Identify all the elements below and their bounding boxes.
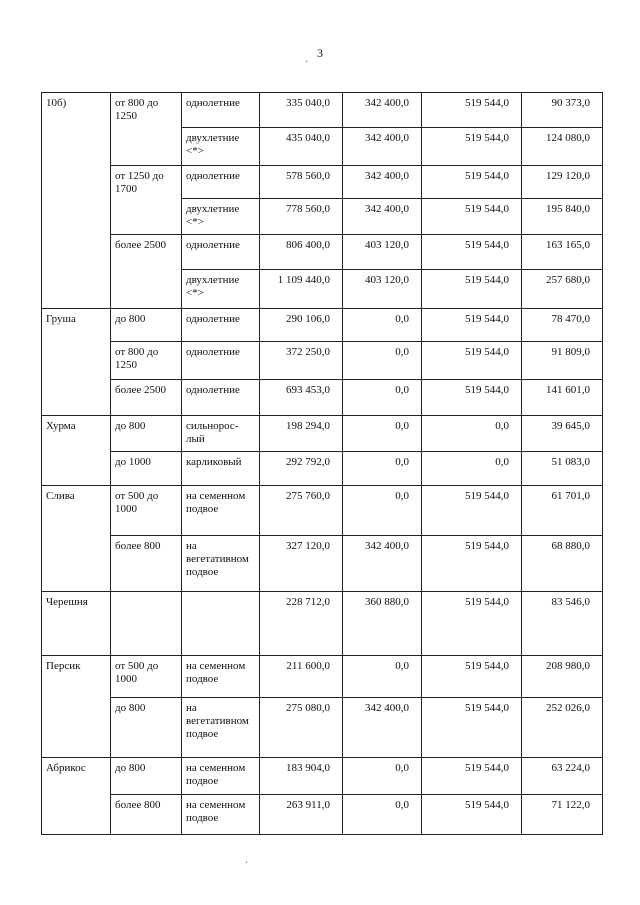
- table-row: [42, 486, 603, 536]
- value-cell: 519 544,0: [422, 128, 522, 166]
- value-cell: 806 400,0: [260, 235, 343, 270]
- value-cell: 0,0: [343, 416, 422, 452]
- label-cell: [111, 592, 182, 656]
- table-row: [42, 795, 603, 835]
- value-cell: 208 980,0: [522, 656, 603, 698]
- value-cell: 51 083,0: [522, 452, 603, 486]
- label-cell: однолетние: [182, 166, 260, 199]
- value-cell: 342 400,0: [343, 93, 422, 128]
- value-cell: 0,0: [343, 452, 422, 486]
- value-cell: 83 546,0: [522, 592, 603, 656]
- value-cell: 342 400,0: [343, 536, 422, 592]
- label-cell: до 800: [111, 309, 182, 342]
- label-cell: Черешня: [42, 592, 111, 656]
- label-cell: однолетние: [182, 93, 260, 128]
- value-cell: 0,0: [422, 416, 522, 452]
- page-number: 3: [317, 46, 323, 60]
- label-cell: на семенном подвое: [182, 656, 260, 698]
- value-cell: 91 809,0: [522, 342, 603, 380]
- value-cell: 519 544,0: [422, 166, 522, 199]
- value-cell: 778 560,0: [260, 199, 343, 235]
- label-cell: более 800: [111, 795, 182, 835]
- value-cell: 327 120,0: [260, 536, 343, 592]
- value-cell: 129 120,0: [522, 166, 603, 199]
- value-cell: 252 026,0: [522, 698, 603, 758]
- table-body: [42, 93, 603, 835]
- value-cell: 195 840,0: [522, 199, 603, 235]
- value-cell: 693 453,0: [260, 380, 343, 416]
- table-row: [42, 342, 603, 380]
- value-cell: 519 544,0: [422, 342, 522, 380]
- table-row: [42, 309, 603, 342]
- label-cell: однолетние: [182, 235, 260, 270]
- label-cell: от 1250 до 1700: [111, 166, 182, 235]
- value-cell: 257 680,0: [522, 270, 603, 309]
- value-cell: 90 373,0: [522, 93, 603, 128]
- label-cell: на семенном подвое: [182, 758, 260, 795]
- label-cell: двухлетние <*>: [182, 270, 260, 309]
- value-cell: 0,0: [343, 795, 422, 835]
- label-cell: двухлетние <*>: [182, 199, 260, 235]
- label-cell: от 800 до 1250: [111, 342, 182, 380]
- label-cell: на вегетативном подвое: [182, 698, 260, 758]
- label-cell: карликовый: [182, 452, 260, 486]
- label-cell: однолетние: [182, 342, 260, 380]
- value-cell: 141 601,0: [522, 380, 603, 416]
- table-row: [42, 452, 603, 486]
- value-cell: 342 400,0: [343, 199, 422, 235]
- value-cell: 519 544,0: [422, 592, 522, 656]
- label-cell: на семенном подвое: [182, 795, 260, 835]
- scan-speck: ·: [245, 858, 249, 869]
- value-cell: 61 701,0: [522, 486, 603, 536]
- value-cell: 519 544,0: [422, 93, 522, 128]
- label-cell: до 1000: [111, 452, 182, 486]
- value-cell: 198 294,0: [260, 416, 343, 452]
- value-cell: 183 904,0: [260, 758, 343, 795]
- label-cell: до 800: [111, 758, 182, 795]
- label-cell: двухлетние <*>: [182, 128, 260, 166]
- value-cell: 78 470,0: [522, 309, 603, 342]
- value-cell: 228 712,0: [260, 592, 343, 656]
- label-cell: Хурма: [42, 416, 111, 486]
- label-cell: более 800: [111, 536, 182, 592]
- value-cell: 263 911,0: [260, 795, 343, 835]
- label-cell: [182, 592, 260, 656]
- subsidy-rates-table: [41, 92, 603, 835]
- label-cell: сильнорос-лый: [182, 416, 260, 452]
- value-cell: 342 400,0: [343, 698, 422, 758]
- table-row: [42, 416, 603, 452]
- table-row: [42, 93, 603, 128]
- value-cell: 0,0: [343, 309, 422, 342]
- label-cell: до 800: [111, 416, 182, 452]
- value-cell: 342 400,0: [343, 166, 422, 199]
- value-cell: 0,0: [422, 452, 522, 486]
- value-cell: 290 106,0: [260, 309, 343, 342]
- value-cell: 39 645,0: [522, 416, 603, 452]
- label-cell: 10б): [42, 93, 111, 309]
- value-cell: 519 544,0: [422, 536, 522, 592]
- value-cell: 124 080,0: [522, 128, 603, 166]
- table-row: [42, 166, 603, 199]
- table-row: [42, 758, 603, 795]
- value-cell: 0,0: [343, 656, 422, 698]
- label-cell: Слива: [42, 486, 111, 592]
- value-cell: 292 792,0: [260, 452, 343, 486]
- value-cell: 360 880,0: [343, 592, 422, 656]
- value-cell: 211 600,0: [260, 656, 343, 698]
- value-cell: 435 040,0: [260, 128, 343, 166]
- value-cell: 0,0: [343, 486, 422, 536]
- value-cell: 0,0: [343, 758, 422, 795]
- value-cell: 0,0: [343, 342, 422, 380]
- value-cell: 68 880,0: [522, 536, 603, 592]
- value-cell: 163 165,0: [522, 235, 603, 270]
- label-cell: более 2500: [111, 380, 182, 416]
- value-cell: 403 120,0: [343, 235, 422, 270]
- value-cell: 519 544,0: [422, 698, 522, 758]
- table-row: [42, 536, 603, 592]
- value-cell: 519 544,0: [422, 486, 522, 536]
- table-row: [42, 380, 603, 416]
- value-cell: 519 544,0: [422, 199, 522, 235]
- scan-speck: ·: [305, 57, 309, 68]
- table-row: [42, 698, 603, 758]
- label-cell: Груша: [42, 309, 111, 416]
- label-cell: на семенном подвое: [182, 486, 260, 536]
- value-cell: 519 544,0: [422, 380, 522, 416]
- label-cell: однолетние: [182, 380, 260, 416]
- label-cell: Абрикос: [42, 758, 111, 835]
- value-cell: 519 544,0: [422, 235, 522, 270]
- label-cell: до 800: [111, 698, 182, 758]
- label-cell: от 800 до 1250: [111, 93, 182, 166]
- value-cell: 0,0: [343, 380, 422, 416]
- table-row: [42, 235, 603, 270]
- label-cell: однолетние: [182, 309, 260, 342]
- value-cell: 519 544,0: [422, 309, 522, 342]
- value-cell: 519 544,0: [422, 795, 522, 835]
- value-cell: 342 400,0: [343, 128, 422, 166]
- value-cell: 578 560,0: [260, 166, 343, 199]
- value-cell: 275 760,0: [260, 486, 343, 536]
- value-cell: 519 544,0: [422, 758, 522, 795]
- value-cell: 63 224,0: [522, 758, 603, 795]
- value-cell: 335 040,0: [260, 93, 343, 128]
- table-row: [42, 656, 603, 698]
- value-cell: 519 544,0: [422, 270, 522, 309]
- label-cell: более 2500: [111, 235, 182, 309]
- value-cell: 1 109 440,0: [260, 270, 343, 309]
- label-cell: от 500 до 1000: [111, 656, 182, 698]
- label-cell: на вегетативном подвое: [182, 536, 260, 592]
- label-cell: от 500 до 1000: [111, 486, 182, 536]
- value-cell: 71 122,0: [522, 795, 603, 835]
- table-row: [42, 592, 603, 656]
- value-cell: 275 080,0: [260, 698, 343, 758]
- value-cell: 403 120,0: [343, 270, 422, 309]
- value-cell: 372 250,0: [260, 342, 343, 380]
- label-cell: Персик: [42, 656, 111, 758]
- value-cell: 519 544,0: [422, 656, 522, 698]
